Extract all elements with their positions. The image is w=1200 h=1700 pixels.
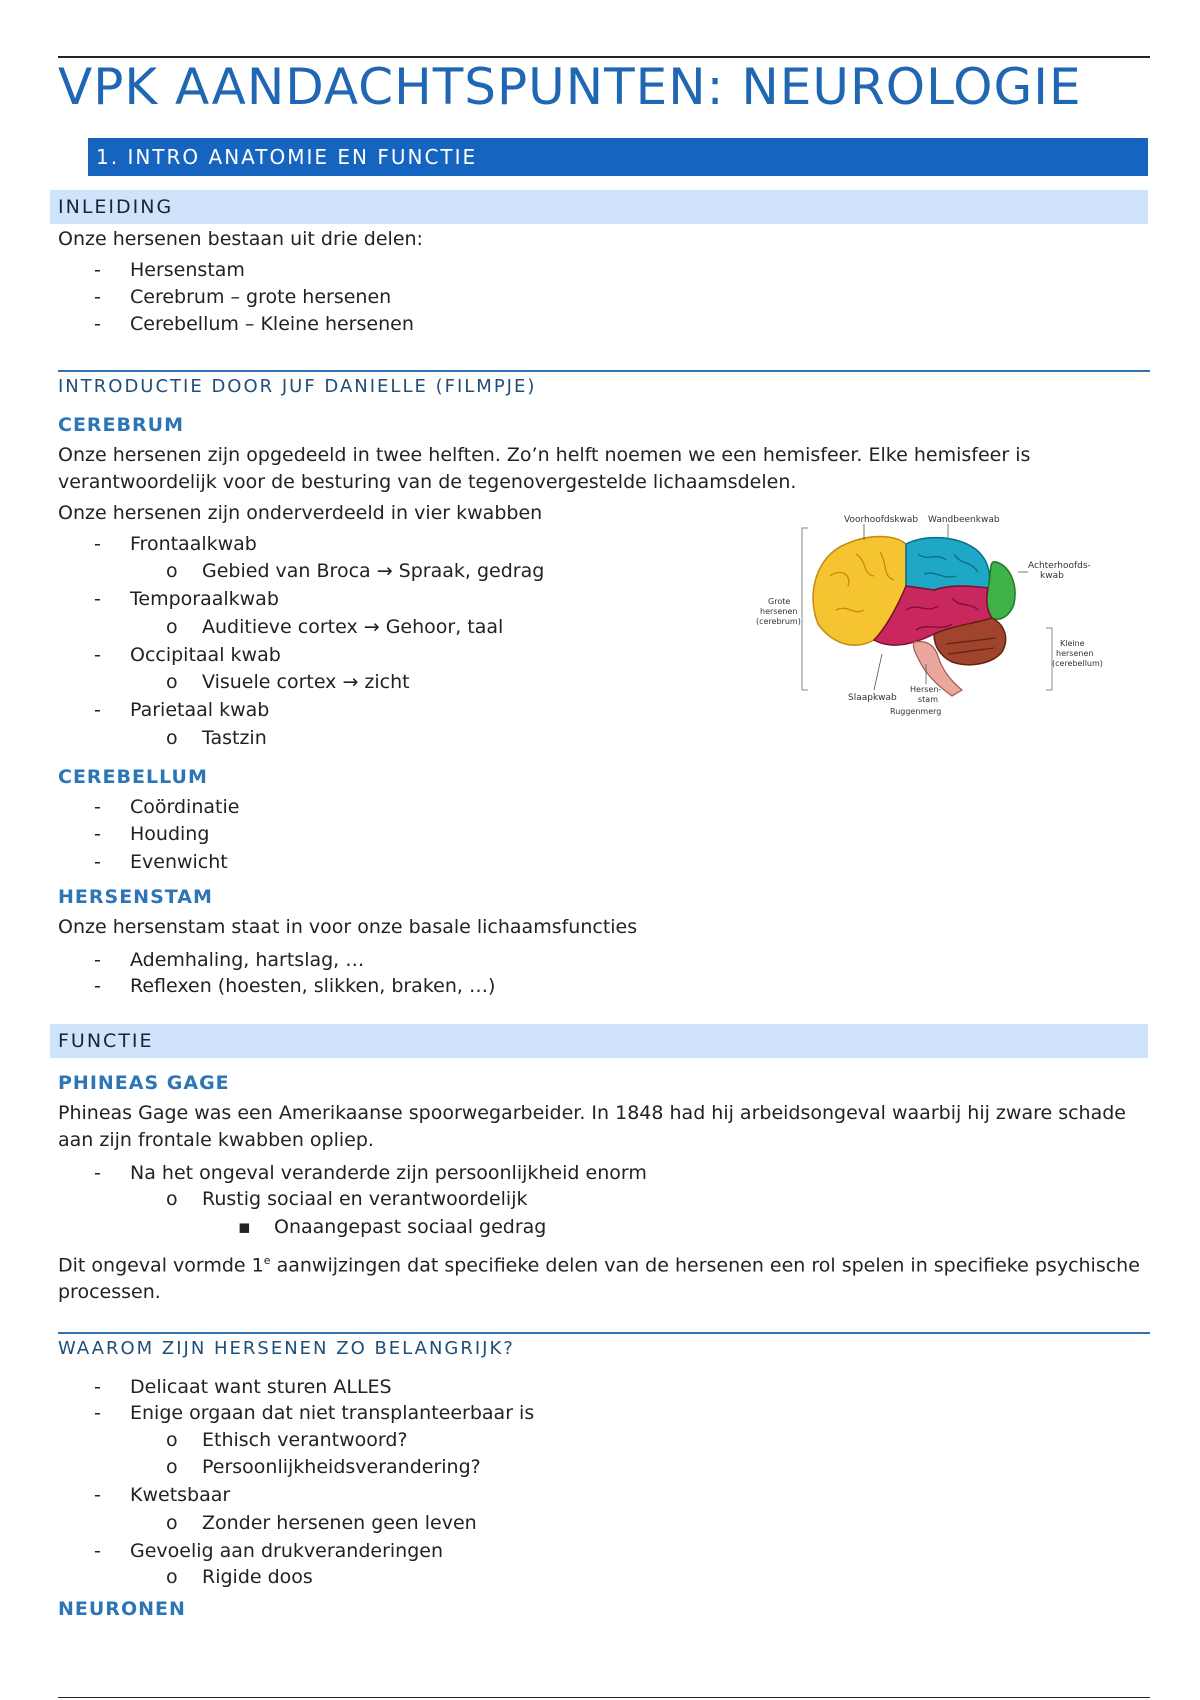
list-subitem: o Visuele cortex → zicht [166,671,410,693]
label-grote-hersenen: Grote [768,597,791,606]
label-voorhoofdskwab: Voorhoofdskwab [844,515,919,525]
list-item: - Ademhaling, hartslag, … [94,949,365,971]
heading-cerebrum: CEREBRUM [58,414,184,436]
list-subitem: o Gebied van Broca → Spraak, gedrag [166,560,545,582]
list-item: - Hersenstam [94,259,245,281]
heading-waarom: WAAROM ZIJN HERSENEN ZO BELANGRIJK? [58,1332,1150,1363]
bottom-rule [58,1697,1150,1698]
list-item: - Coördinatie [94,796,240,818]
list-subitem: o Rustig sociaal en verantwoordelijk [166,1188,528,1210]
list-item: - Frontaalkwab [94,533,257,555]
label-achterhoofdskwab: Achterhoofds- [1028,561,1091,571]
hersenstam-paragraph: Onze hersenstam staat in voor onze basale lichaamsfuncties [58,916,638,938]
label-achterhoofdskwab-2: kwab [1040,571,1064,581]
list-item: - Na het ongeval veranderde zijn persoonlijkheid enorm [94,1162,647,1184]
list-subitem: o Persoonlijkheidsverandering? [166,1456,481,1478]
list-item: - Temporaalkwab [94,588,279,610]
label-grote-hersenen-3: (cerebrum) [756,617,801,626]
inleiding-intro: Onze hersenen bestaan uit drie delen: [58,228,423,250]
label-wandbeenkwab: Wandbeenkwab [928,515,1000,525]
label-slaapkwab: Slaapkwab [848,693,897,703]
document-title: VPK AANDACHTSPUNTEN: NEUROLOGIE [58,58,1082,116]
list-item: - Reflexen (hoesten, slikken, braken, …) [94,975,496,997]
heading-functie: FUNCTIE [50,1024,1148,1058]
cerebrum-lobes-intro: Onze hersenen zijn onderverdeeld in vier kwabben [58,502,543,524]
label-kleine-hersenen-2: hersenen [1056,649,1094,658]
brain-diagram [756,514,1106,724]
heading-phineas-gage: PHINEAS GAGE [58,1072,230,1094]
label-hersenstam: Hersen- [910,685,942,694]
list-subitem: o Zonder hersenen geen leven [166,1512,477,1534]
heading-cerebellum: CEREBELLUM [58,766,208,788]
list-item: - Kwetsbaar [94,1484,231,1506]
heading-neuronen: NEURONEN [58,1598,186,1620]
list-item: - Occipitaal kwab [94,644,281,666]
label-grote-hersenen-2: hersenen [760,607,798,616]
section-heading-intro: 1. INTRO ANATOMIE EN FUNCTIE [88,138,1148,176]
list-item: - Evenwicht [94,851,228,873]
heading-introductie: INTRODUCTIE DOOR JUF DANIELLE (FILMPJE) [58,370,1150,401]
list-item: - Delicaat want sturen ALLES [94,1376,392,1398]
cerebrum-paragraph: Onze hersenen zijn opgedeeld in twee helften. Zo’n helft noemen we een hemisfeer. Elke hemisfeer is verantwoordelijk voor de besturing van de tegenovergestelde lichaamsdelen. [58,444,1031,493]
list-item: - Gevoelig aan drukveranderingen [94,1540,444,1562]
label-kleine-hersenen: Kleine [1060,639,1085,648]
list-subsubitem: ▪ Onaangepast sociaal gedrag [238,1216,547,1238]
phineas-paragraph: Phineas Gage was een Amerikaanse spoorwegarbeider. In 1848 had hij arbeidsongeval waarbij hij zware schade aan zijn frontale kwabben opliep. [58,1102,1126,1151]
list-item: - Parietaal kwab [94,699,270,721]
list-item: - Cerebrum – grote hersenen [94,286,392,308]
list-subitem: o Auditieve cortex → Gehoor, taal [166,616,504,638]
label-kleine-hersenen-3: (cerebellum) [1052,659,1103,668]
list-item: - Enige orgaan dat niet transplanteerbaar is [94,1402,535,1424]
label-hersenstam-2: stam [918,695,938,704]
closing-paragraph: Dit ongeval vormde 1e aanwijzingen dat specifieke delen van de hersenen een rol spelen in specifieke psychische processen. [58,1254,1140,1304]
list-subitem: o Tastzin [166,727,267,749]
heading-inleiding: INLEIDING [50,190,1148,224]
label-ruggenmerg: Ruggenmerg [890,707,942,716]
list-subitem: o Ethisch verantwoord? [166,1429,408,1451]
list-item: - Houding [94,823,210,845]
list-item: - Cerebellum – Kleine hersenen [94,313,414,335]
list-subitem: o Rigide doos [166,1566,313,1588]
heading-hersenstam: HERSENSTAM [58,886,213,908]
